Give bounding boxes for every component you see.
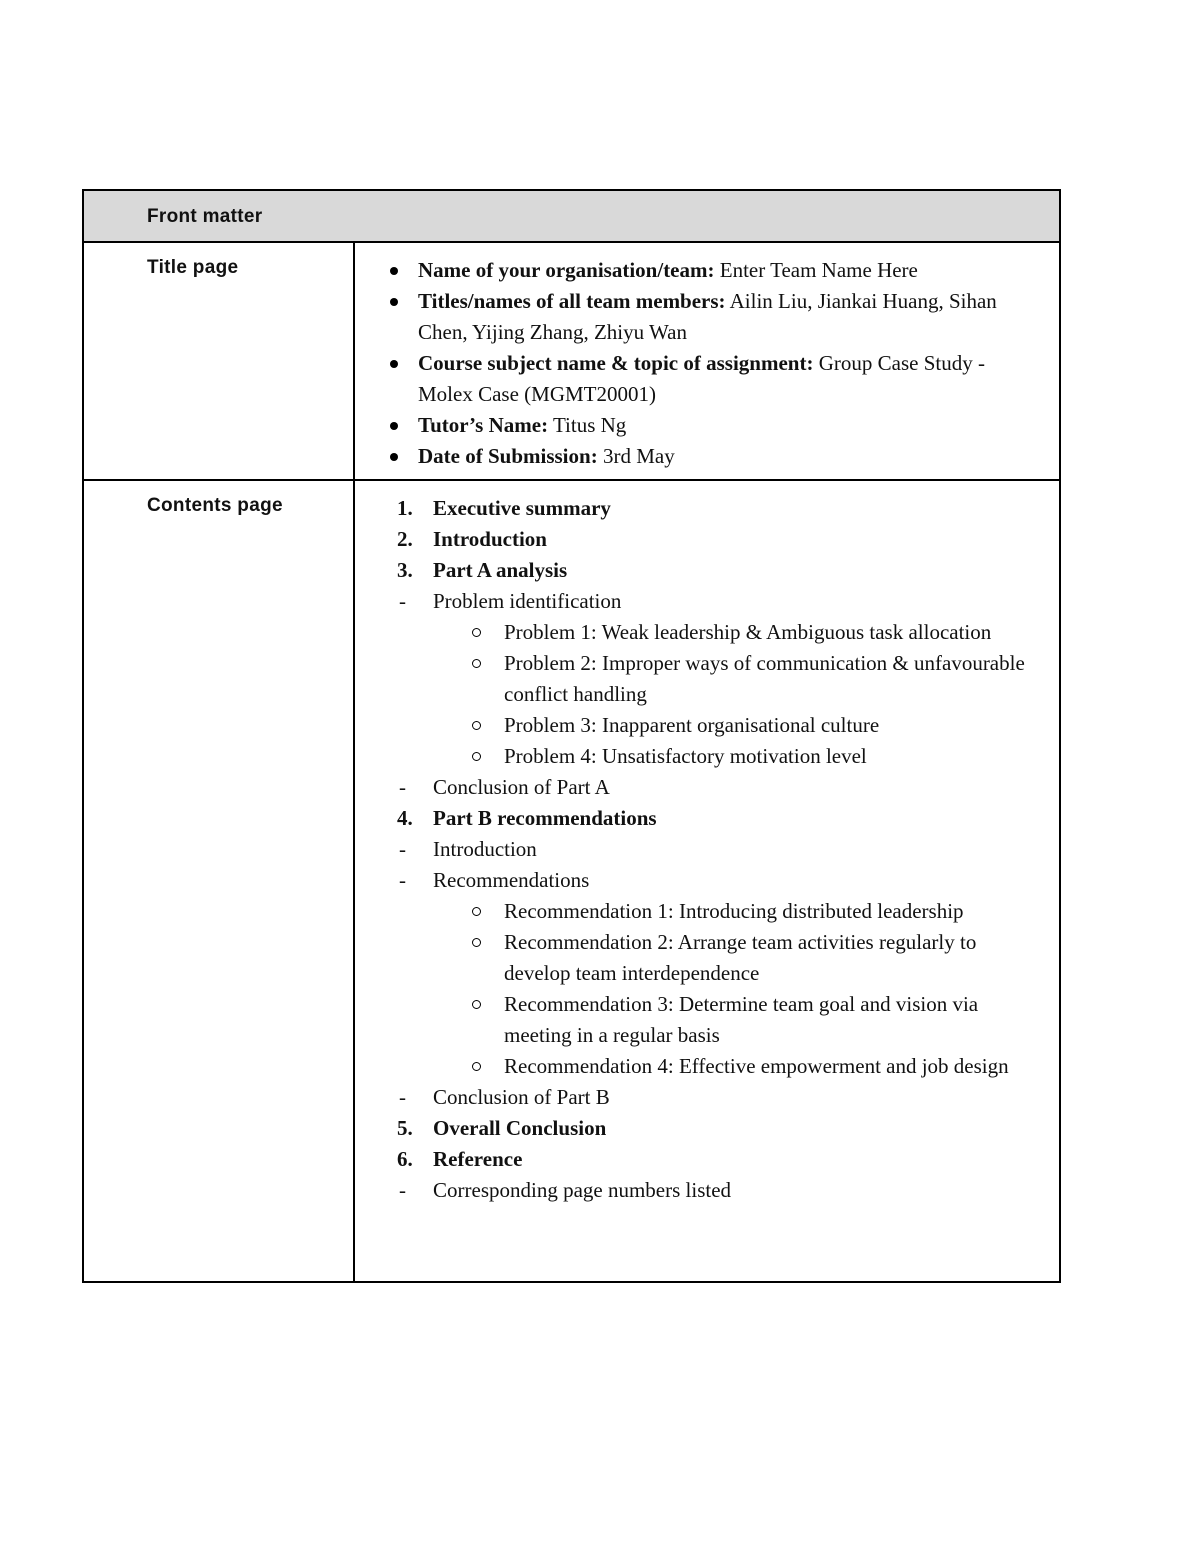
bullet-dot-icon (390, 422, 398, 430)
detail-title: Recommendation 4: Effective empowerment and job design (504, 1054, 1009, 1078)
title-page-row (83, 242, 1060, 480)
subsection-title: Introduction (433, 837, 537, 861)
contents-detail-item (355, 927, 1045, 989)
contents-section-item (355, 524, 1045, 555)
contents-subsection-item (355, 1175, 1045, 1206)
section-title: Overall Conclusion (433, 1116, 607, 1140)
contents-section-item (355, 1113, 1045, 1144)
header-row (83, 190, 1060, 242)
hollow-circle-bullet-icon (472, 938, 481, 947)
hollow-circle-bullet-icon (472, 659, 481, 668)
title-item-value: Ailin Liu, Jiankai Huang, Sihan Chen, Yijing Zhang, Zhiyu Wan (418, 289, 997, 344)
dash-marker: - (399, 775, 406, 799)
contents-section-item (355, 555, 1045, 586)
contents-detail-item (355, 1051, 1045, 1082)
title-page-label: Title page (147, 257, 239, 278)
contents-subsection-item (355, 772, 1045, 803)
dash-marker: - (399, 589, 406, 613)
contents-subsection-item (355, 586, 1045, 617)
section-number: 6. (397, 1147, 413, 1171)
header-cell (83, 190, 354, 242)
hollow-circle-bullet-icon (472, 907, 481, 916)
title-page-item (355, 410, 1045, 441)
section-title: Introduction (433, 527, 547, 551)
front-matter-table (82, 189, 1061, 1283)
title-item-label: Tutor’s Name: (418, 413, 549, 437)
title-item-value: 3rd May (602, 444, 675, 468)
section-title: Part A analysis (433, 558, 568, 582)
section-number: 2. (397, 527, 413, 551)
section-number: 5. (397, 1116, 413, 1140)
contents-subsection-item (355, 1082, 1045, 1113)
subsection-title: Conclusion of Part A (433, 775, 610, 799)
subsection-title: Corresponding page numbers listed (433, 1178, 732, 1202)
contents-page-label-cell (83, 480, 354, 1282)
hollow-circle-bullet-icon (472, 752, 481, 761)
section-title: Executive summary (433, 496, 611, 520)
dash-marker: - (399, 868, 406, 892)
header-label: Front matter (147, 206, 263, 227)
title-item-label: Course subject name & topic of assignment: (418, 351, 814, 375)
title-page-item (355, 255, 1045, 286)
detail-title: Recommendation 3: Determine team goal and vision via meeting in a regular basis (504, 992, 979, 1047)
title-item-label: Name of your organisation/team: (418, 258, 715, 282)
contents-page-content-cell (354, 480, 1060, 1282)
dash-marker: - (399, 1178, 406, 1202)
title-page-item (355, 286, 1045, 348)
title-page-label-cell (83, 242, 354, 480)
contents-section-item (355, 803, 1045, 834)
section-number: 4. (397, 806, 413, 830)
title-page-bullet-list (355, 243, 1059, 472)
detail-title: Problem 3: Inapparent organisational culture (504, 713, 880, 737)
bullet-dot-icon (390, 453, 398, 461)
hollow-circle-bullet-icon (472, 721, 481, 730)
contents-page-row (83, 480, 1060, 1282)
title-page-item (355, 441, 1045, 472)
bullet-dot-icon (390, 267, 398, 275)
section-title: Part B recommendations (433, 806, 657, 830)
contents-section-item (355, 493, 1045, 524)
title-item-value: Group Case Study - Molex Case (MGMT20001) (418, 351, 985, 406)
title-page-item (355, 348, 1045, 410)
detail-title: Problem 4: Unsatisfactory motivation level (504, 744, 867, 768)
contents-outline-list (355, 481, 1059, 1206)
subsection-title: Recommendations (433, 868, 590, 892)
contents-subsection-item (355, 865, 1045, 896)
dash-marker: - (399, 1085, 406, 1109)
subsection-title: Problem identification (433, 589, 622, 613)
subsection-title: Conclusion of Part B (433, 1085, 610, 1109)
section-title: Reference (433, 1147, 523, 1171)
detail-title: Recommendation 2: Arrange team activities regularly to develop team interdependence (504, 930, 977, 985)
title-item-value: Titus Ng (552, 413, 627, 437)
contents-detail-item (355, 648, 1045, 710)
title-item-value: Enter Team Name Here (719, 258, 918, 282)
dash-marker: - (399, 837, 406, 861)
hollow-circle-bullet-icon (472, 1000, 481, 1009)
bullet-dot-icon (390, 298, 398, 306)
title-item-label: Titles/names of all team members: (418, 289, 726, 313)
contents-detail-item (355, 710, 1045, 741)
hollow-circle-bullet-icon (472, 628, 481, 637)
header-cell-empty (354, 190, 1060, 242)
detail-title: Recommendation 1: Introducing distributed leadership (504, 899, 964, 923)
detail-title: Problem 2: Improper ways of communication & unfavourable conflict handling (504, 651, 1025, 706)
title-item-label: Date of Submission: (418, 444, 598, 468)
contents-detail-item (355, 989, 1045, 1051)
detail-title: Problem 1: Weak leadership & Ambiguous task allocation (504, 620, 992, 644)
contents-detail-item (355, 896, 1045, 927)
contents-detail-item (355, 617, 1045, 648)
contents-detail-item (355, 741, 1045, 772)
title-page-content-cell (354, 242, 1060, 480)
contents-section-item (355, 1144, 1045, 1175)
section-number: 1. (397, 496, 413, 520)
contents-subsection-item (355, 834, 1045, 865)
hollow-circle-bullet-icon (472, 1062, 481, 1071)
bullet-dot-icon (390, 360, 398, 368)
section-number: 3. (397, 558, 413, 582)
contents-page-label: Contents page (147, 495, 283, 516)
